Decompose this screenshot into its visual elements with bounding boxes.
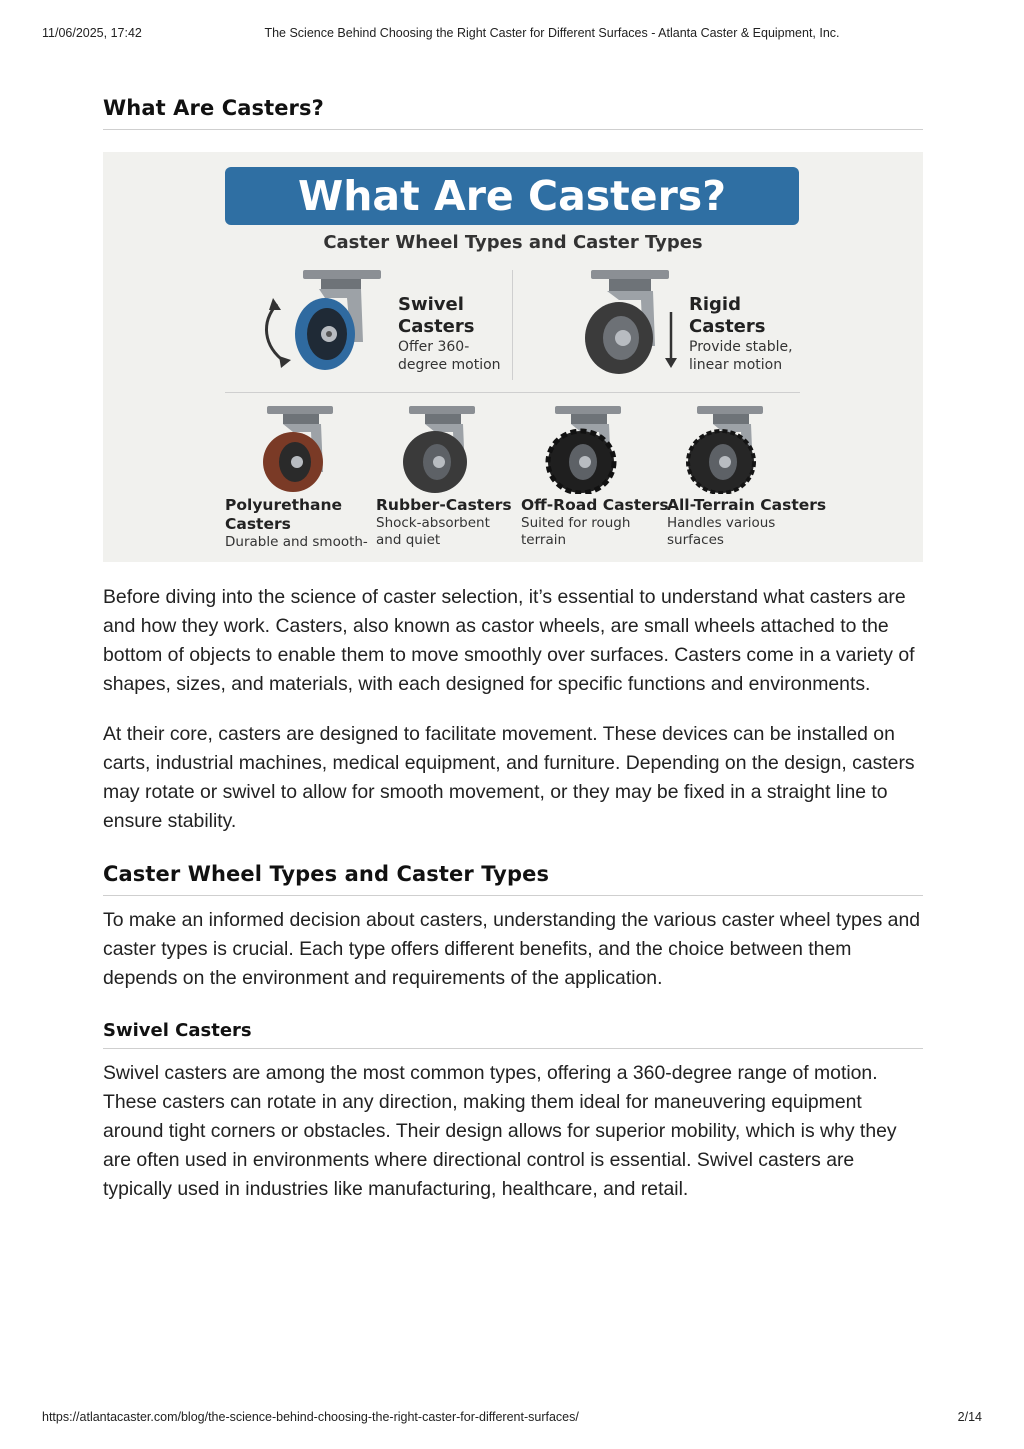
paragraph-casters-intro: Before diving into the science of caster selection, it’s essential to understand what casters are and how they work. Casters, also known as castor wheels, are small wheels attached to the bottom of objects to enable them to move smoothly over surfaces. Casters come in a variety of shapes, sizes, and materials, with each designed for specific functions and environments. [103, 586, 915, 695]
print-document-title: The Science Behind Choosing the Right Caster for Different Surfaces - Atlanta Caster & Equipment, Inc. [264, 26, 840, 40]
paragraph-caster-types: To make an informed decision about casters, understanding the various caster wheel types and caster types is crucial. Each type offers different benefits, and the choice between them depends on the environment and requirements of the application. [103, 909, 921, 989]
polyurethane-caster-icon [253, 402, 343, 494]
paragraph-swivel-casters: Swivel casters are among the most common types, offering a 360-degree range of motion. These casters can rotate in any direction, making them ideal for maneuvering equipment around tight corners or obstacles. Their design allows for superior mobility, which is why they are often used in environments where directional control is essential. Swivel casters are typically used in industries like manufacturing, healthcare, and retail. [103, 1062, 897, 1200]
print-header [42, 26, 982, 42]
infographic-subtitle: Caster Wheel Types and Caster Types [323, 232, 703, 253]
heading-swivel-casters: Swivel Casters [103, 1020, 923, 1049]
article-content [103, 96, 923, 1204]
swivel-caster-icon [255, 264, 390, 376]
print-page-number: 2/14 [957, 1410, 982, 1424]
label-swivel-casters: Swivel Casters Offer 360- degree motion [398, 294, 501, 373]
label-off-road-casters: Off-Road Casters Suited for rough terrain [521, 496, 669, 548]
print-footer [42, 1410, 982, 1426]
infographic-divider-vertical [512, 270, 513, 380]
heading-what-are-casters: What Are Casters? [103, 96, 923, 130]
label-rigid-casters: Rigid Casters Provide stable, linear motion [689, 294, 793, 373]
print-datetime: 11/06/2025, 17:42 [42, 26, 142, 40]
rubber-caster-icon [395, 402, 485, 494]
off-road-caster-icon [539, 402, 631, 494]
infographic-banner: What Are Casters? [225, 167, 799, 225]
label-polyurethane-casters: Polyurethane Casters Durable and smooth- [225, 496, 368, 550]
casters-infographic [103, 152, 923, 562]
label-all-terrain-casters: All-Terrain Casters Handles various surfaces [667, 496, 827, 548]
infographic-divider-horizontal [225, 392, 800, 393]
all-terrain-caster-icon [681, 402, 773, 494]
print-url: https://atlantacaster.com/blog/the-science-behind-choosing-the-right-caster-for-different-surfaces/ [42, 1410, 579, 1424]
paragraph-casters-core: At their core, casters are designed to facilitate movement. These devices can be installed on carts, industrial machines, medical equipment, and furniture. Depending on the design, casters may rotate or swivel to allow for smooth movement, or they may be fixed in a straight line to ensure stability. [103, 723, 915, 832]
heading-caster-wheel-types: Caster Wheel Types and Caster Types [103, 862, 923, 896]
label-rubber-casters: Rubber-Casters Shock-absorbent and quiet [376, 496, 512, 548]
rigid-caster-icon [573, 266, 683, 376]
